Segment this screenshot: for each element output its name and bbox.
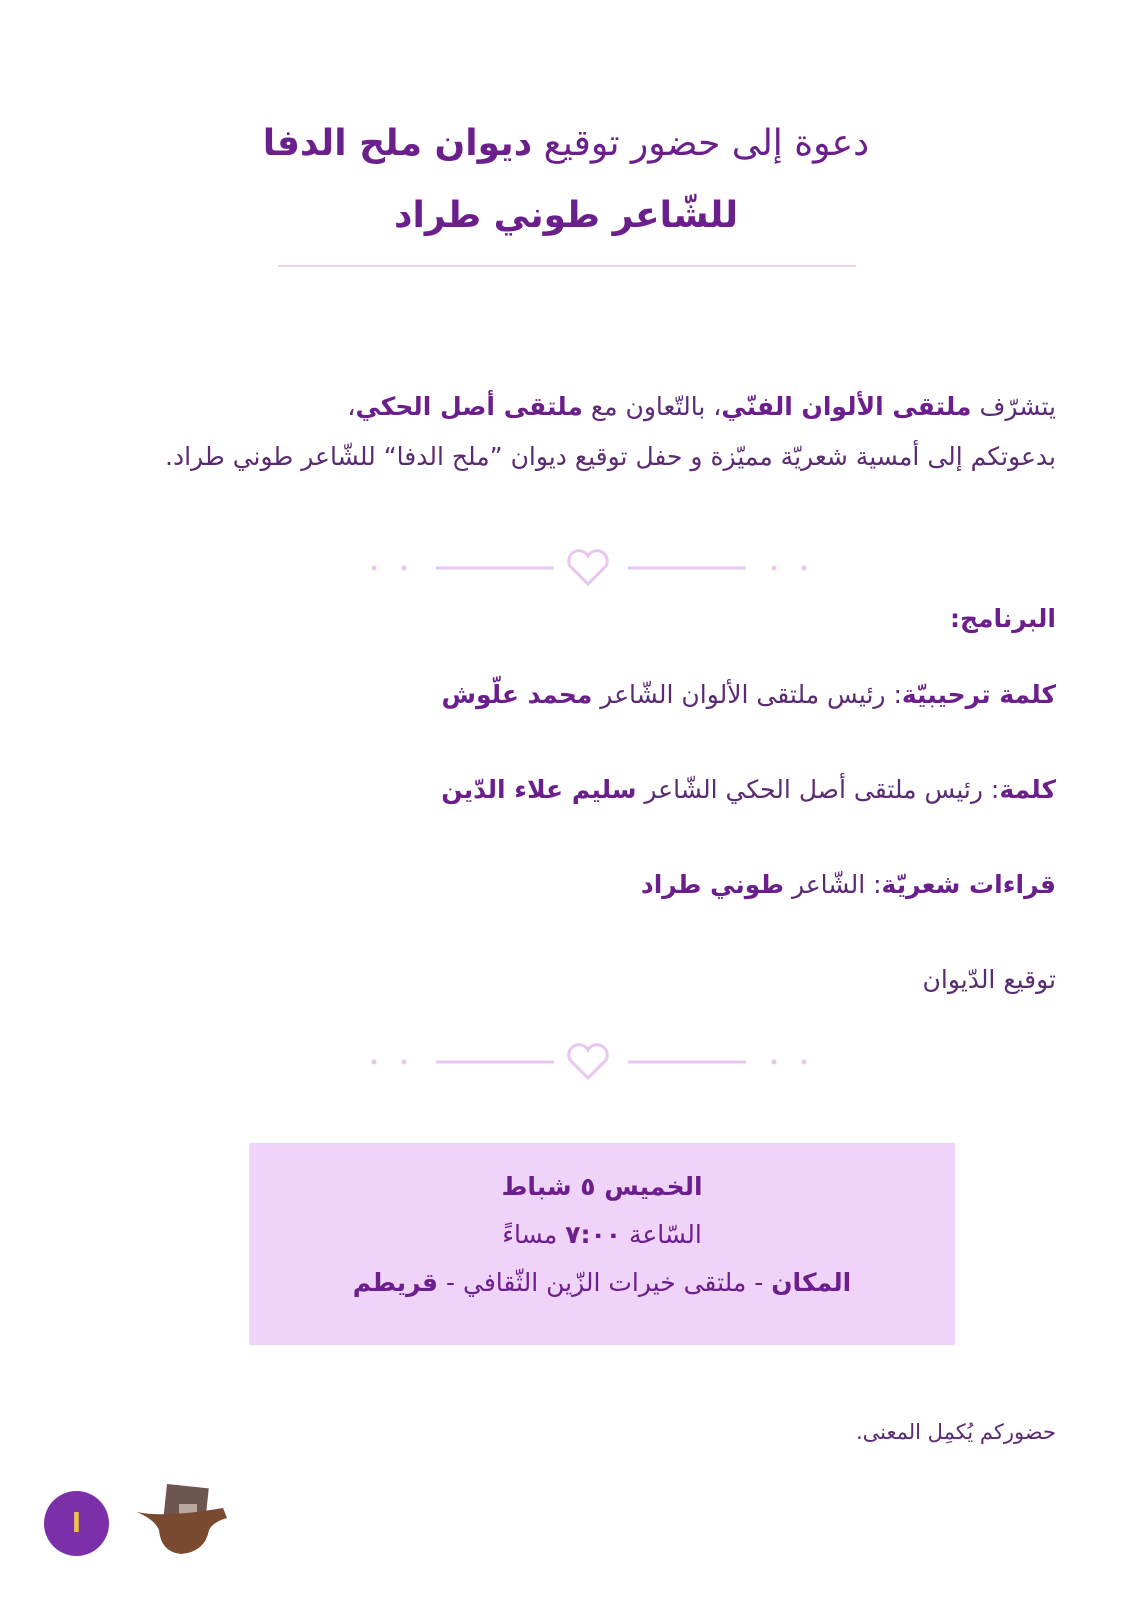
event-date: الخميس ٥ شباط	[501, 1172, 703, 1201]
title-plain: دعوة إلى حضور توقيع	[532, 123, 870, 164]
event-time	[249, 1211, 955, 1259]
item-text: : الشّاعر	[784, 870, 882, 899]
item-text: توقيع الدّيوان	[922, 965, 1056, 994]
closing-line: حضوركم يُكمِل المعنى.	[855, 1420, 1056, 1444]
intro-text: ، بالتّعاون مع	[582, 392, 722, 421]
event-details-box	[249, 1143, 955, 1345]
item-label: قراءات شعريّة	[881, 870, 1056, 899]
item-name: سليم علاء الدّين	[441, 775, 637, 804]
partner-name: ملتقى أصل الحكي	[355, 392, 583, 421]
title-poet: للشّاعر طوني طراد	[394, 195, 738, 236]
program-item	[923, 965, 1056, 994]
hat-book-logo	[135, 1478, 230, 1556]
host-name: ملتقى الألوان الفنّي	[721, 392, 972, 421]
item-label: كلمة	[999, 775, 1056, 804]
place-name: - ملتقى خيرات الزّين الثّقافي -	[438, 1268, 772, 1297]
intro-text: ،	[347, 392, 356, 421]
place-town: قريطم	[352, 1268, 439, 1297]
item-label: كلمة ترحيبيّة	[901, 680, 1056, 709]
event-place	[249, 1259, 955, 1307]
item-name: طوني طراد	[640, 870, 785, 899]
heart-divider	[370, 548, 830, 588]
heart-divider	[370, 1042, 830, 1082]
place-label: المكان	[771, 1268, 852, 1297]
item-text: : رئيس ملتقى الألوان الشّاعر	[592, 680, 902, 709]
intro-paragraph	[156, 382, 1056, 482]
time-value: ٧:٠٠	[565, 1220, 622, 1249]
program-heading: البرنامج:	[950, 604, 1056, 633]
time-suffix: مساءً	[502, 1220, 566, 1249]
alwan-logo: ا	[44, 1491, 109, 1556]
title-divider	[278, 265, 856, 267]
program-item	[441, 775, 1056, 804]
program-item	[441, 680, 1056, 709]
heart-icon	[569, 551, 608, 584]
heart-icon	[569, 1045, 608, 1078]
invitation-title	[0, 108, 1132, 252]
time-prefix: السّاعة	[621, 1220, 702, 1249]
item-text: : رئيس ملتقى أصل الحكي الشّاعر	[636, 775, 1000, 804]
item-name: محمد علّوش	[441, 680, 593, 709]
title-book-name: ديوان ملح الدفا	[262, 123, 533, 164]
program-item	[641, 870, 1056, 899]
intro-text: بدعوتكم إلى أمسية شعريّة مميّزة و حفل توقيع ديوان ”ملح الدفا“ للشّاعر طوني طراد.	[165, 442, 1056, 471]
intro-text: يتشرّف	[971, 392, 1056, 421]
